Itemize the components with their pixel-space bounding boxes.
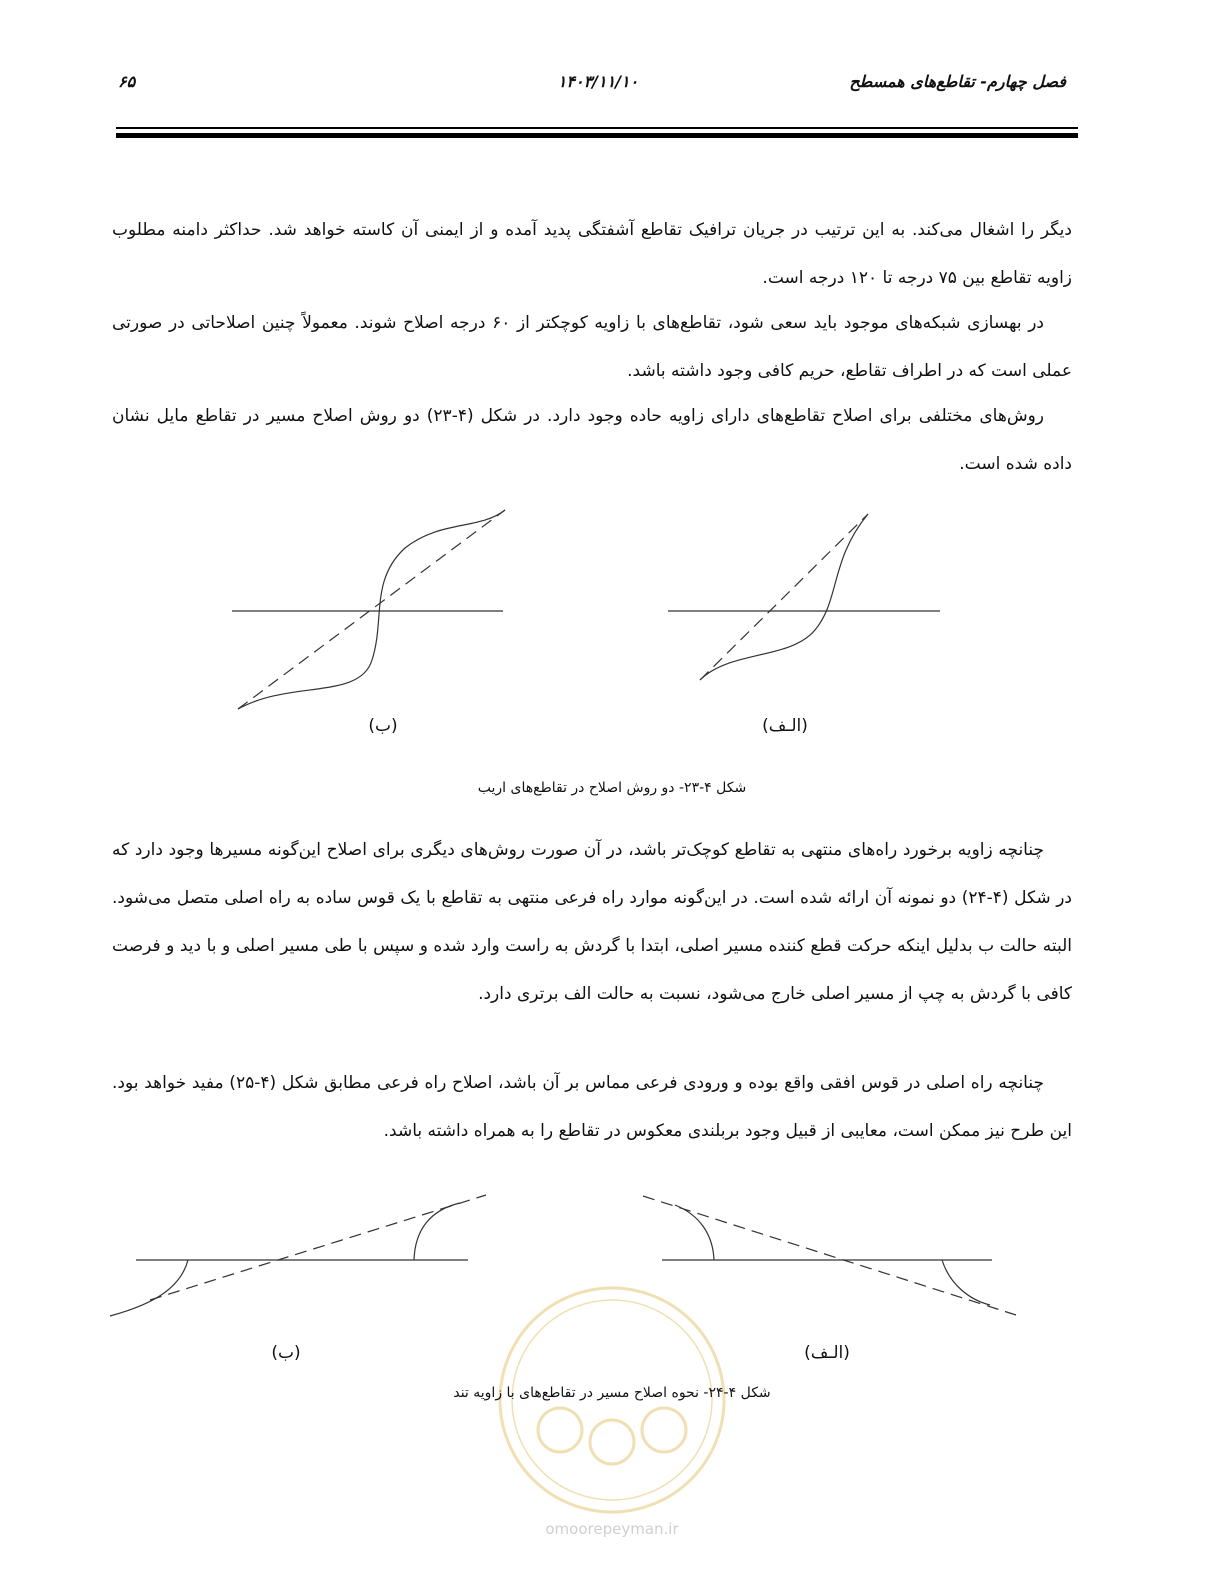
original-road-dashed (643, 1196, 1016, 1315)
paragraph-4: چنانچه زاویه برخورد راه‌های منتهی به تقاطع کوچک‌تر باشد، در آن صورت روش‌های دیگری برای اصلاح این‌گونه مسیر‌ها وجود دارد که در شکل (۴-۲۴) دو نمونه آن ارائه شده است. در این‌گونه موارد راه فرعی منتهی به تقاطع با یک قوس ساده به راه اصلی متصل می‌شود. البته حالت ب بدلیل اینکه حرکت قطع کننده مسیر اصلی، ابتدا با گردش به راست وارد شده و سپس با طی مسیر اصلی و با دید و فرصت کافی با گردش به چپ از مسیر اصلی خارج می‌شود، نسبت به حالت الف برتری دارد. (112, 840, 1072, 1004)
paragraph-1: دیگر را اشغال می‌کند. به این ترتیب در جریان ترافیک تقاطع آشفتگی پدید آمده و از ایمنی آن کاسته خواهد شد. حداکثر دامنه مطلوب زاویه تقاطع بین ۷۵ درجه تا ۱۲۰ درجه است. (112, 220, 1072, 288)
connector-curve-right (414, 1203, 460, 1260)
figure-23-b (232, 510, 505, 709)
connector-curve-left (110, 1260, 188, 1316)
chapter-title: فصل چهارم- تقاطع‌های همسطح (849, 72, 1066, 91)
paragraph-2: در بهسازی شبکه‌های موجود باید سعی شود، تقاطع‌های با زاویه کوچکتر از ۶۰ درجه اصلاح شوند. معمولاً چنین اصلاحاتی در صورتی عملی است که در اطراف تقاطع، حریم کافی وجود داشته باشد. (112, 313, 1072, 381)
header-date: ۱۴۰۳/۱۱/۱۰ (557, 72, 639, 91)
figure-24-b (110, 1195, 486, 1316)
page-number: ۶۵ (118, 72, 136, 91)
figure-24-label-b: (ب) (271, 1343, 301, 1363)
figure-23-alef (668, 514, 940, 680)
figure-23-caption: شکل ۴-۲۳- دو روش اصلاح در تقاطع‌های اریب (477, 780, 747, 796)
original-road-dashed (150, 1195, 486, 1300)
connector-curve-right (942, 1260, 990, 1305)
figure-24-alef (643, 1196, 1016, 1315)
paragraph-3: روش‌های مختلفی برای اصلاح تقاطع‌های دارای زاویه حاده وجود دارد. در شکل (۴-۲۳) دو روش اصلاح مسیر در تقاطع مایل نشان داده شده است. (112, 406, 1072, 474)
connector-curve-left (675, 1205, 714, 1260)
figure-24-caption: شکل ۴-۲۴- نحوه اصلاح مسیر در تقاطع‌های با زاویه تند (453, 1385, 771, 1401)
paragraph-5: چنانچه راه اصلی در قوس افقی واقع بوده و ورودی فرعی مماس بر آن باشد، اصلاح راه فرعی مطابق شکل (۴-۲۵) مفید خواهد بود. این طرح نیز ممکن است، معایبی از قبیل وجود بربلندی معکوس در تقاطع را به همراه داشته باشد. (112, 1073, 1072, 1141)
original-road-dashed (238, 510, 505, 709)
figure-23-label-b: (ب) (368, 716, 398, 736)
figure-24-label-alef: (الـف) (804, 1343, 850, 1363)
original-road-dashed (700, 514, 868, 680)
watermark-url: omoorepeyman.ir (545, 1520, 679, 1538)
figure-23-label-alef: (الـف) (762, 716, 808, 736)
